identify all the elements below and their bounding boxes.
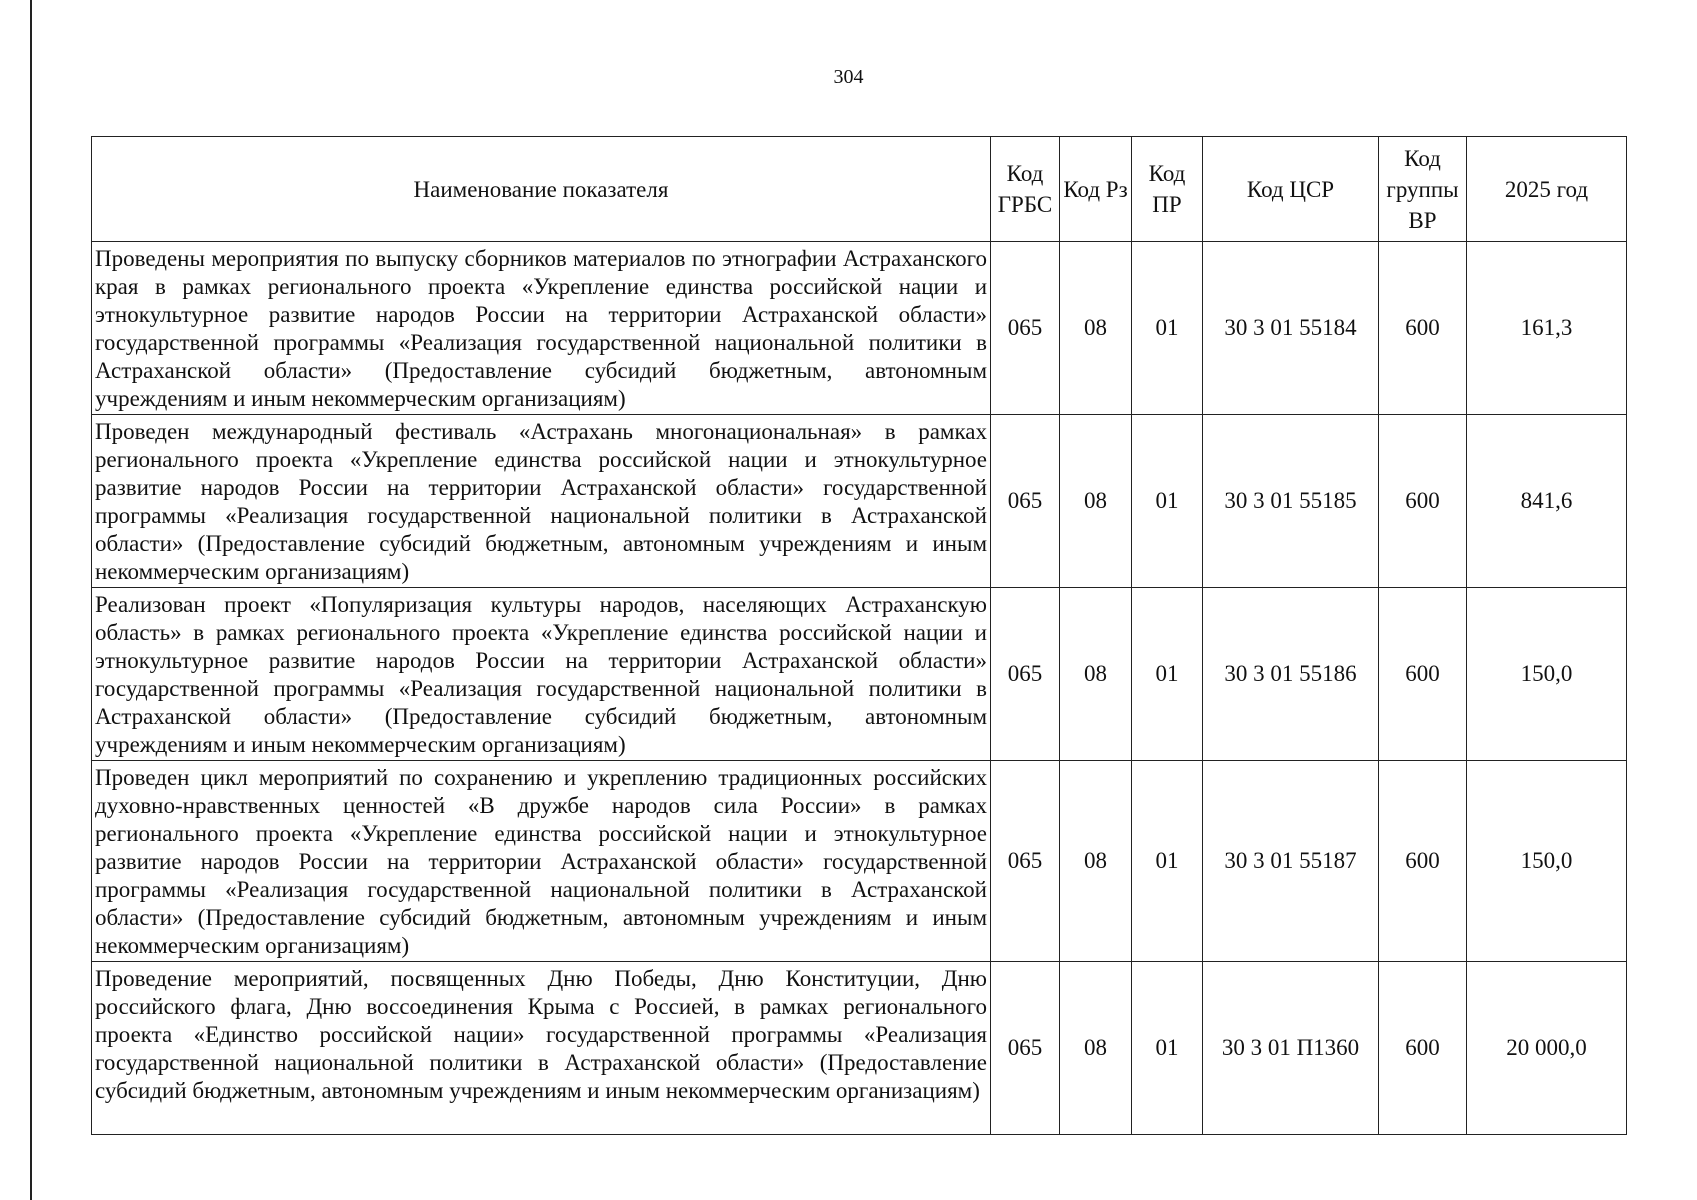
cell-name: Проведение мероприятий, посвященных Дню Победы, Дню Конституции, Дню российского флага, Дню воссоединения Крыма с Россией, в рамках регионального проекта «Единство российской нации» государственной программы «Реализация государственной национальной политики в Астраханской области» (Предоставление субсидий бюджетным, автономным учреждениям и иным некоммерческим организациям) bbox=[92, 962, 991, 1135]
table-row bbox=[92, 242, 1627, 415]
cell-name: Реализован проект «Популяризация культуры народов, населяющих Астраханскую область» в рамках регионального проекта «Укрепление единства российской нации и этнокультурное развитие народов России на территории Астраханской области» государственной программы «Реализация государственной национальной политики в Астраханской области» (Предоставление субсидий бюджетным, автономным учреждениям и иным некоммерческим организациям) bbox=[92, 588, 991, 761]
cell-vr: 600 bbox=[1379, 761, 1467, 962]
cell-rz: 08 bbox=[1060, 415, 1132, 588]
header-year: 2025 год bbox=[1467, 137, 1627, 242]
table-header-row bbox=[92, 137, 1627, 242]
cell-pr: 01 bbox=[1132, 588, 1203, 761]
header-name: Наименование показателя bbox=[92, 137, 991, 242]
cell-rz: 08 bbox=[1060, 242, 1132, 415]
page-margin-rule bbox=[30, 0, 32, 1200]
cell-vr: 600 bbox=[1379, 588, 1467, 761]
table-row bbox=[92, 415, 1627, 588]
cell-pr: 01 bbox=[1132, 962, 1203, 1135]
cell-vr: 600 bbox=[1379, 242, 1467, 415]
cell-grbs: 065 bbox=[991, 415, 1060, 588]
cell-pr: 01 bbox=[1132, 761, 1203, 962]
header-vr: Код группы ВР bbox=[1379, 137, 1467, 242]
cell-rz: 08 bbox=[1060, 962, 1132, 1135]
header-pr: Код ПР bbox=[1132, 137, 1203, 242]
cell-vr: 600 bbox=[1379, 415, 1467, 588]
cell-rz: 08 bbox=[1060, 761, 1132, 962]
page-number: 304 bbox=[833, 66, 864, 88]
header-rz: Код Рз bbox=[1060, 137, 1132, 242]
cell-name: Проведены мероприятия по выпуску сборников материалов по этнографии Астраханского края в рамках регионального проекта «Укрепление единства российской нации и этнокультурное развитие народов России на территории Астраханской области» государственной программы «Реализация государственной национальной политики в Астраханской области» (Предоставление субсидий бюджетным, автономным учреждениям и иным некоммерческим организациям) bbox=[92, 242, 991, 415]
cell-year: 20 000,0 bbox=[1467, 962, 1627, 1135]
cell-rz: 08 bbox=[1060, 588, 1132, 761]
table-row bbox=[92, 588, 1627, 761]
cell-year: 150,0 bbox=[1467, 588, 1627, 761]
budget-table-container bbox=[91, 136, 1626, 1135]
table-row bbox=[92, 962, 1627, 1135]
cell-name: Проведен международный фестиваль «Астрахань многонациональная» в рамках регионального проекта «Укрепление единства российской нации и этнокультурное развитие народов России на территории Астраханской области» государственной программы «Реализация государственной национальной политики в Астраханской области» (Предоставление субсидий бюджетным, автономным учреждениям и иным некоммерческим организациям) bbox=[92, 415, 991, 588]
cell-grbs: 065 bbox=[991, 761, 1060, 962]
cell-grbs: 065 bbox=[991, 242, 1060, 415]
cell-pr: 01 bbox=[1132, 242, 1203, 415]
cell-csr: 30 3 01 55186 bbox=[1203, 588, 1379, 761]
cell-csr: 30 3 01 П1360 bbox=[1203, 962, 1379, 1135]
cell-grbs: 065 bbox=[991, 588, 1060, 761]
budget-table bbox=[91, 136, 1627, 1135]
cell-year: 841,6 bbox=[1467, 415, 1627, 588]
header-grbs: Код ГРБС bbox=[991, 137, 1060, 242]
cell-vr: 600 bbox=[1379, 962, 1467, 1135]
cell-csr: 30 3 01 55187 bbox=[1203, 761, 1379, 962]
cell-pr: 01 bbox=[1132, 415, 1203, 588]
cell-year: 150,0 bbox=[1467, 761, 1627, 962]
cell-csr: 30 3 01 55185 bbox=[1203, 415, 1379, 588]
table-row bbox=[92, 761, 1627, 962]
cell-name: Проведен цикл мероприятий по сохранению и укреплению традиционных российских духовно-нравственных ценностей «В дружбе народов сила России» в рамках регионального проекта «Укрепление единства российской нации и этнокультурное развитие народов России на территории Астраханской области» государственной программы «Реализация государственной национальной политики в Астраханской области» (Предоставление субсидий бюджетным, автономным учреждениям и иным некоммерческим организациям) bbox=[92, 761, 991, 962]
cell-csr: 30 3 01 55184 bbox=[1203, 242, 1379, 415]
cell-year: 161,3 bbox=[1467, 242, 1627, 415]
cell-grbs: 065 bbox=[991, 962, 1060, 1135]
header-csr: Код ЦСР bbox=[1203, 137, 1379, 242]
